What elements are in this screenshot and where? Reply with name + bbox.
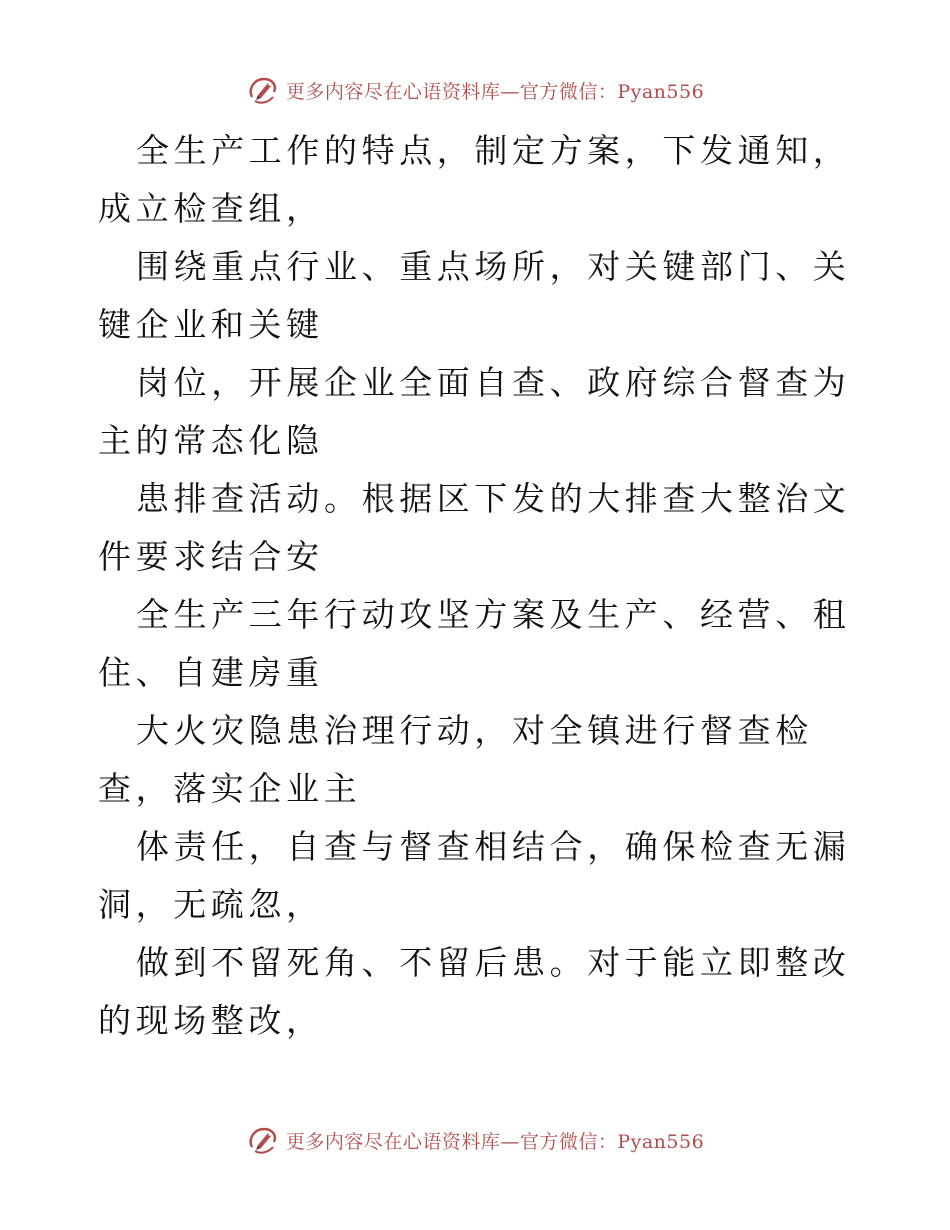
footer-banner-text: 更多内容尽在心语资料库—官方微信：Pyan556 [285, 1130, 705, 1153]
body-text [98, 122, 858, 1050]
paragraph-4: 患排查活动。根据区下发的大排查大整治文件要求结合安 [98, 479, 851, 576]
paragraph-7: 体责任，自查与督查相结合，确保检查无漏洞，无疏忽， [98, 827, 851, 924]
pen-nib-swirl-icon [246, 1123, 280, 1157]
paragraph-3: 岗位，开展企业全面自查、政府综合督查为主的常态化隐 [98, 363, 851, 460]
footer-banner-inner [246, 1123, 704, 1157]
paragraph-8: 做到不留死角、不留后患。对于能立即整改的现场整改， [98, 943, 851, 1040]
paragraph-5: 全生产三年行动攻坚方案及生产、经营、租住、自建房重 [98, 595, 851, 692]
paragraph-1: 全生产工作的特点，制定方案，下发通知，成立检查组， [98, 131, 851, 228]
paragraph-6: 大火灾隐患治理行动，对全镇进行督查检查，落实企业主 [98, 711, 813, 808]
header-banner-inner [246, 73, 704, 107]
footer-banner [0, 1120, 950, 1160]
pen-nib-swirl-icon [246, 73, 280, 107]
paragraph-2: 围绕重点行业、重点场所，对关键部门、关键企业和关键 [98, 247, 851, 344]
header-banner [0, 70, 950, 110]
header-banner-text: 更多内容尽在心语资料库—官方微信：Pyan556 [285, 80, 705, 103]
